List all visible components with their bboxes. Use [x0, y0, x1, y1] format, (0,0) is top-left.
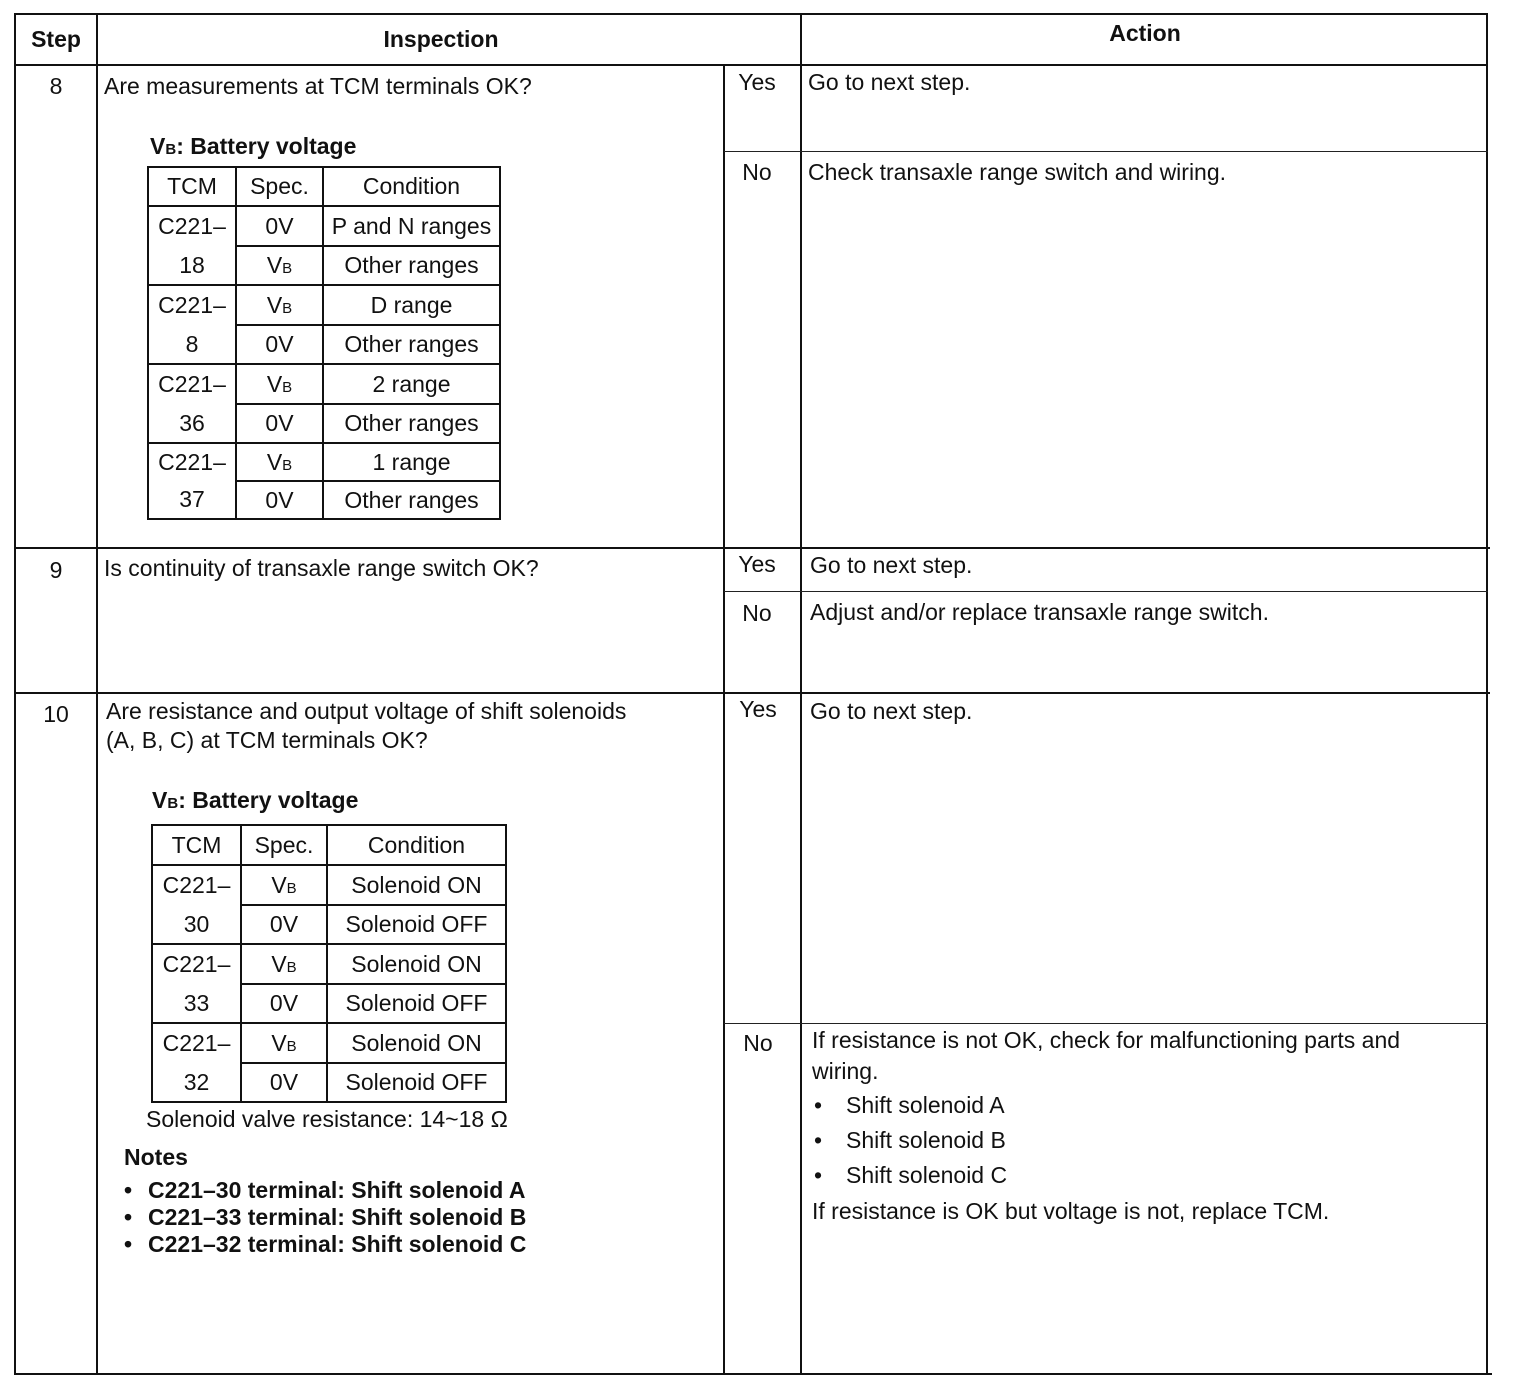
terminal-cell: 33: [152, 984, 241, 1023]
bullet-item: • Shift solenoid A: [814, 1088, 1007, 1123]
yes-label: Yes: [738, 69, 776, 95]
spec-cell: 0V: [236, 404, 323, 443]
no-action: Check transaxle range switch and wiring.: [808, 159, 1227, 185]
terminal-cell: C221–: [148, 206, 236, 246]
terminal-cell: 36: [148, 404, 236, 443]
condition-cell: Solenoid OFF: [327, 1063, 506, 1102]
col-header-tcm: TCM: [152, 825, 241, 865]
terminal-cell: C221–: [148, 364, 236, 404]
condition-cell: 1 range: [323, 443, 500, 481]
condition-cell: Solenoid OFF: [327, 905, 506, 944]
no-label: No: [742, 159, 772, 185]
condition-cell: Other ranges: [323, 404, 500, 443]
condition-cell: Solenoid OFF: [327, 984, 506, 1023]
terminal-cell: 18: [148, 246, 236, 285]
terminal-cell: C221–: [148, 443, 236, 481]
terminal-cell: 37: [148, 481, 236, 519]
terminal-cell: C221–: [148, 285, 236, 325]
spec-cell: 0V: [236, 325, 323, 364]
no-label: No: [743, 1030, 773, 1056]
step-number: 9: [49, 557, 63, 583]
no-action-line1: If resistance is not OK, check for malfunctioning parts and: [812, 1027, 1401, 1053]
yes-label: Yes: [739, 696, 777, 722]
spec-cell: 0V: [241, 1063, 327, 1102]
inspection-question-line2: (A, B, C) at TCM terminals OK?: [106, 727, 428, 753]
condition-cell: 2 range: [323, 364, 500, 404]
col-header-tcm: TCM: [148, 167, 236, 206]
resistance-spec: Solenoid valve resistance: 14~18 Ω: [146, 1106, 508, 1132]
terminal-cell: 30: [152, 905, 241, 944]
condition-cell: Solenoid ON: [327, 944, 506, 984]
spec-cell: VB: [241, 944, 327, 984]
col-header-spec: Spec.: [236, 167, 323, 206]
spec-cell: 0V: [236, 481, 323, 519]
header-inspection: Inspection: [383, 26, 499, 52]
step-number: 10: [43, 701, 69, 727]
no-action-footer: If resistance is OK but voltage is not, replace TCM.: [812, 1198, 1330, 1224]
col-header-condition: Condition: [327, 825, 506, 865]
terminal-cell: C221–: [152, 944, 241, 984]
no-action-bullets: [814, 1088, 1007, 1193]
col-header-condition: Condition: [323, 167, 500, 206]
terminal-cell: C221–: [152, 1023, 241, 1063]
no-label: No: [742, 600, 772, 626]
spec-cell: VB: [236, 246, 323, 285]
note-item: • C221–30 terminal: Shift solenoid A: [124, 1177, 526, 1204]
condition-cell: D range: [323, 285, 500, 325]
notes-title: Notes: [124, 1144, 188, 1170]
solenoid-spec-table: [151, 824, 507, 1103]
yes-action: Go to next step.: [810, 552, 973, 578]
condition-cell: Other ranges: [323, 481, 500, 519]
condition-cell: P and N ranges: [323, 206, 500, 246]
spec-cell: VB: [241, 1023, 327, 1063]
bullet-item: • Shift solenoid B: [814, 1123, 1007, 1158]
vb-legend: VB: Battery voltage: [152, 787, 359, 813]
terminal-cell: 32: [152, 1063, 241, 1102]
step-number: 8: [49, 73, 63, 99]
spec-cell: VB: [236, 364, 323, 404]
vb-legend: VB: Battery voltage: [150, 133, 357, 159]
spec-cell: VB: [241, 865, 327, 905]
spec-cell: 0V: [241, 905, 327, 944]
yes-action: Go to next step.: [808, 69, 971, 95]
notes-list: [124, 1177, 526, 1258]
bullet-item: • Shift solenoid C: [814, 1158, 1007, 1193]
spec-cell: VB: [236, 285, 323, 325]
condition-cell: Other ranges: [323, 325, 500, 364]
condition-cell: Solenoid ON: [327, 865, 506, 905]
terminal-spec-table: [147, 166, 501, 520]
note-item: • C221–33 terminal: Shift solenoid B: [124, 1204, 526, 1231]
header-step: Step: [31, 26, 81, 52]
terminal-cell: C221–: [152, 865, 241, 905]
note-item: • C221–32 terminal: Shift solenoid C: [124, 1231, 526, 1258]
condition-cell: Other ranges: [323, 246, 500, 285]
yes-label: Yes: [738, 551, 776, 577]
no-action: Adjust and/or replace transaxle range switch.: [810, 599, 1269, 625]
spec-cell: 0V: [241, 984, 327, 1023]
condition-cell: Solenoid ON: [327, 1023, 506, 1063]
spec-cell: 0V: [236, 206, 323, 246]
terminal-cell: 8: [148, 325, 236, 364]
no-action-line2: wiring.: [812, 1058, 879, 1084]
spec-cell: VB: [236, 443, 323, 481]
inspection-question: Is continuity of transaxle range switch OK?: [104, 555, 539, 581]
yes-action: Go to next step.: [810, 698, 973, 724]
col-header-spec: Spec.: [241, 825, 327, 865]
inspection-question-line1: Are resistance and output voltage of shift solenoids: [106, 698, 627, 724]
inspection-question: Are measurements at TCM terminals OK?: [104, 73, 532, 99]
header-action: Action: [1109, 20, 1181, 46]
